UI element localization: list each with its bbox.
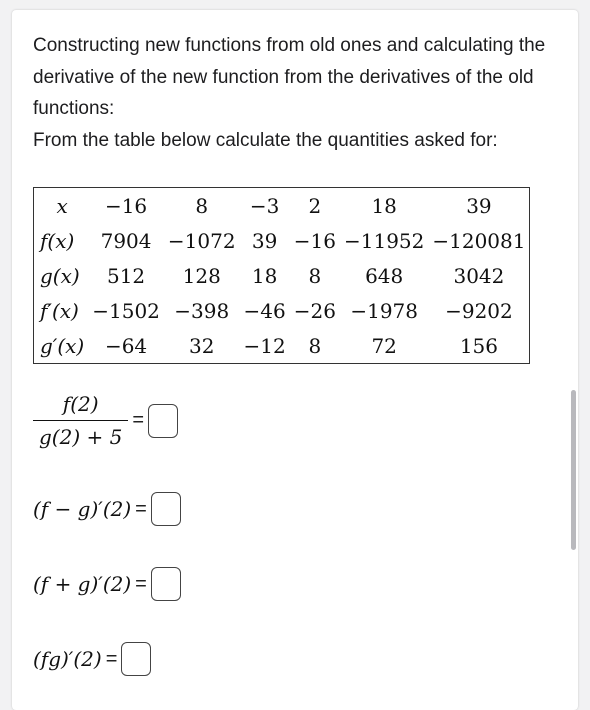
table-cell: 32 — [188, 333, 215, 358]
table-row-label: f(x) — [40, 228, 75, 253]
fraction-numerator: f(2) — [62, 392, 99, 416]
question-1 — [33, 392, 178, 449]
question-card — [12, 10, 578, 710]
table-cell: −64 — [104, 333, 148, 358]
table-cell: −398 — [174, 298, 230, 323]
table-cell: 648 — [365, 263, 404, 288]
table-row-label: g(x) — [40, 263, 80, 288]
question-3 — [33, 567, 181, 601]
table-cell: −1978 — [350, 298, 418, 323]
table-cell: −12 — [243, 333, 286, 358]
table-cell: 512 — [106, 263, 146, 288]
equals-sign: = — [105, 647, 118, 670]
table-cell: 2 — [308, 193, 322, 218]
fraction — [33, 392, 128, 449]
table-cell: −26 — [293, 298, 336, 323]
table-row-g-prime — [34, 328, 530, 364]
expression: (f + g)′(2) — [33, 572, 132, 596]
problem-statement — [33, 30, 563, 156]
fraction-denominator: g(2) + 5 — [39, 425, 123, 449]
table-row-label: x — [56, 193, 68, 218]
table-cell: 156 — [459, 333, 499, 358]
table-row-f-prime — [34, 293, 530, 328]
table-cell: 18 — [371, 193, 397, 218]
table-cell: 39 — [466, 193, 492, 218]
equals-sign: = — [135, 497, 147, 520]
table-row-label: f′(x) — [40, 298, 79, 323]
question-4 — [33, 642, 151, 676]
expression: (f − g)′(2) — [33, 497, 132, 521]
answer-input-1[interactable] — [148, 404, 178, 438]
table-cell: 8 — [308, 263, 322, 288]
table-cell: 128 — [182, 263, 221, 288]
answer-input-4[interactable] — [121, 642, 151, 676]
table-cell: −11952 — [343, 228, 425, 253]
table-cell: −16 — [293, 228, 336, 253]
table-cell: −1072 — [167, 228, 236, 253]
question-2 — [33, 492, 181, 526]
answer-input-2[interactable] — [151, 492, 181, 526]
table-row-f — [34, 223, 530, 258]
intro-text: Constructing new functions from old ones and calculating the derivative of the new function from the derivatives of the old functions: — [33, 35, 546, 119]
table-row-label: g′(x) — [40, 333, 85, 358]
table-cell: 8 — [195, 193, 209, 218]
table-cell: −3 — [249, 193, 280, 218]
table-cell: −120081 — [432, 228, 526, 253]
table-cell: 7904 — [100, 228, 152, 253]
table-cell: 3042 — [453, 263, 505, 288]
table-cell: 72 — [371, 333, 397, 358]
table-row-g — [34, 258, 530, 293]
expression: (fg)′(2) — [33, 647, 102, 671]
instruction-text: From the table below calculate the quantities asked for: — [33, 129, 498, 151]
table-cell: −1502 — [92, 298, 160, 323]
equals-sign: = — [132, 409, 145, 431]
table-cell: 18 — [251, 263, 278, 288]
table-cell: −16 — [104, 193, 148, 218]
answer-input-3[interactable] — [151, 567, 181, 601]
table-cell: 8 — [308, 333, 322, 358]
table-cell: −46 — [243, 298, 286, 323]
values-table — [33, 187, 530, 364]
table-row-x — [34, 188, 530, 224]
scrollbar[interactable] — [571, 390, 576, 550]
table-cell: −9202 — [445, 298, 513, 323]
equals-sign: = — [135, 572, 147, 595]
table-cell: 39 — [251, 228, 278, 253]
